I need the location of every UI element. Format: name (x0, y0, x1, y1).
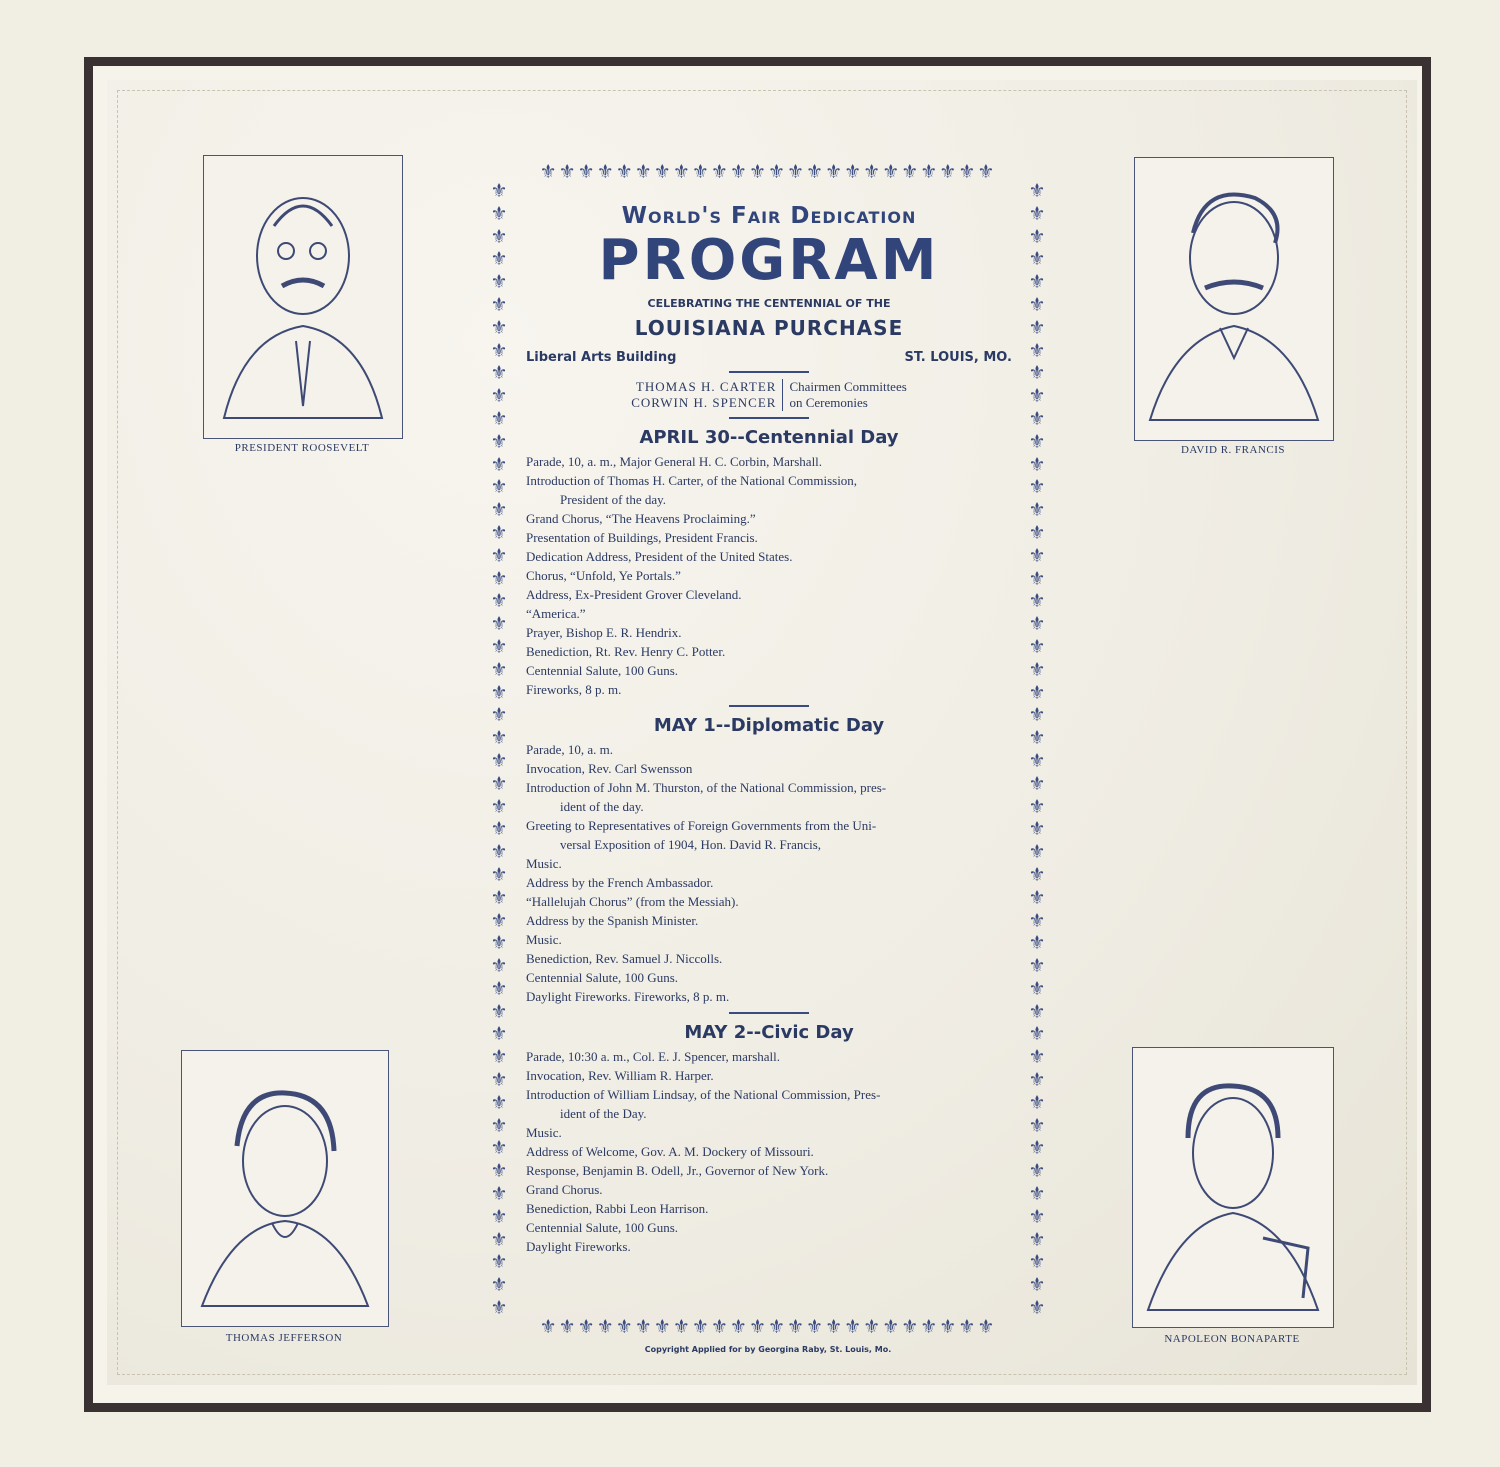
list-item: Grand Chorus, “The Heavens Proclaiming.” (526, 511, 756, 526)
list-item: President of the day. (560, 492, 667, 507)
list-item: Introduction of William Lindsay, of the National Commission, Pres- (526, 1087, 881, 1102)
list-item: Fireworks, 8 p. m. (526, 682, 622, 697)
copyright-notice: Copyright Applied for by Georgina Raby, St. Louis, Mo. (644, 1345, 892, 1354)
program-panel (488, 163, 1048, 1354)
list-item: Prayer, Bishop E. R. Hendrix. (526, 625, 682, 640)
list-item: Parade, 10, a. m., Major General H. C. Corbin, Marshall. (526, 454, 823, 469)
chairman-carter: THOMAS H. CARTER (635, 379, 777, 394)
list-item: Address by the Spanish Minister. (526, 913, 699, 928)
chairmen-role-1: Chairmen Committees (789, 379, 907, 394)
caption-napoleon: NAPOLEON BONAPARTE (1164, 1333, 1300, 1345)
list-item: Address of Welcome, Gov. A. M. Dockery of Missouri. (526, 1144, 814, 1159)
divider (729, 417, 809, 419)
fleur-de-lis-border-top: ⚜⚜⚜⚜⚜⚜⚜⚜⚜⚜⚜⚜⚜⚜⚜⚜⚜⚜⚜⚜⚜⚜⚜⚜ (539, 163, 997, 183)
list-item: Response, Benjamin B. Odell, Jr., Governor of New York. (526, 1163, 829, 1178)
divider (729, 371, 809, 373)
title-program: PROGRAM (598, 228, 940, 293)
fleur-de-lis-border-left: ⚜⚜⚜⚜⚜⚜⚜⚜⚜⚜⚜⚜⚜⚜⚜⚜⚜⚜⚜⚜⚜⚜⚜⚜⚜⚜⚜⚜⚜⚜⚜⚜⚜⚜⚜⚜⚜⚜⚜⚜⚜⚜⚜⚜⚜⚜⚜⚜⚜⚜ (490, 181, 508, 1320)
chairmen-block (526, 379, 1012, 411)
list-item: Centennial Salute, 100 Guns. (526, 663, 679, 678)
city-label: ST. LOUIS, MO. (904, 350, 1012, 365)
list-item: Daylight Fireworks. Fireworks, 8 p. m. (526, 989, 730, 1004)
chairmen-role-2: on Ceremonies (789, 395, 868, 410)
list-item: ident of the Day. (560, 1106, 647, 1121)
list-item: Invocation, Rev. Carl Swensson (526, 761, 693, 776)
list-item: Presentation of Buildings, President Francis. (526, 530, 758, 545)
portrait-jefferson (181, 1050, 389, 1327)
list-item: Music. (526, 856, 562, 871)
list-item: Centennial Salute, 100 Guns. (526, 1220, 679, 1235)
list-item: Greeting to Representatives of Foreign Governments from the Uni- (526, 818, 877, 833)
list-item: Music. (526, 932, 562, 947)
list-item: Dedication Address, President of the United States. (526, 549, 793, 564)
program-content (526, 203, 1012, 1256)
fleur-de-lis-border-bottom: ⚜⚜⚜⚜⚜⚜⚜⚜⚜⚜⚜⚜⚜⚜⚜⚜⚜⚜⚜⚜⚜⚜⚜⚜ (539, 1318, 997, 1338)
list-item: Parade, 10, a. m. (526, 742, 614, 757)
list-item: Grand Chorus. (526, 1182, 603, 1197)
portrait-napoleon (1132, 1047, 1334, 1328)
subtitle-louisiana-purchase: LOUISIANA PURCHASE (634, 316, 904, 340)
list-item: Address, Ex-President Grover Cleveland. (526, 587, 742, 602)
subtitle-celebrating: CELEBRATING THE CENTENNIAL OF THE (647, 297, 891, 310)
caption-jefferson: THOMAS JEFFERSON (225, 1332, 343, 1344)
portrait-francis (1134, 157, 1334, 441)
caption-francis: DAVID R. FRANCIS (1180, 444, 1286, 456)
list-item: Benediction, Rabbi Leon Harrison. (526, 1201, 709, 1216)
list-item: Benediction, Rt. Rev. Henry C. Potter. (526, 644, 726, 659)
list-item: Centennial Salute, 100 Guns. (526, 970, 679, 985)
list-item: “Hallelujah Chorus” (from the Messiah). (526, 894, 739, 909)
divider (729, 705, 809, 707)
fleur-de-lis-border-right: ⚜⚜⚜⚜⚜⚜⚜⚜⚜⚜⚜⚜⚜⚜⚜⚜⚜⚜⚜⚜⚜⚜⚜⚜⚜⚜⚜⚜⚜⚜⚜⚜⚜⚜⚜⚜⚜⚜⚜⚜⚜⚜⚜⚜⚜⚜⚜⚜⚜⚜ (1028, 181, 1046, 1320)
list-item: versal Exposition of 1904, Hon. David R. Francis, (560, 837, 822, 852)
list-item: Chorus, “Unfold, Ye Portals.” (526, 568, 681, 583)
venue-label: Liberal Arts Building (526, 350, 677, 365)
venue-row (526, 350, 1012, 365)
day-heading-may-1: MAY 1--Diplomatic Day (653, 715, 885, 736)
chairman-spencer: CORWIN H. SPENCER (631, 395, 777, 410)
list-item: Introduction of Thomas H. Carter, of the National Commission, (526, 473, 858, 488)
day-heading-may-2: MAY 2--Civic Day (684, 1022, 854, 1043)
list-item: Parade, 10:30 a. m., Col. E. J. Spencer, marshall. (526, 1049, 781, 1064)
list-item: ident of the day. (560, 799, 644, 814)
title-worlds-fair: World's Fair Dedication (621, 203, 917, 229)
list-item: “America.” (526, 606, 586, 621)
list-item: Benediction, Rev. Samuel J. Niccolls. (526, 951, 723, 966)
caption-roosevelt: PRESIDENT ROOSEVELT (234, 442, 370, 454)
list-item: Invocation, Rev. William R. Harper. (526, 1068, 714, 1083)
list-item: Daylight Fireworks. (526, 1239, 631, 1254)
list-item: Address by the French Ambassador. (526, 875, 714, 890)
list-item: Music. (526, 1125, 562, 1140)
portrait-roosevelt (203, 155, 403, 439)
day-heading-april-30: APRIL 30--Centennial Day (639, 427, 899, 448)
list-item: Introduction of John M. Thurston, of the National Commission, pres- (526, 780, 887, 795)
divider (729, 1012, 809, 1014)
